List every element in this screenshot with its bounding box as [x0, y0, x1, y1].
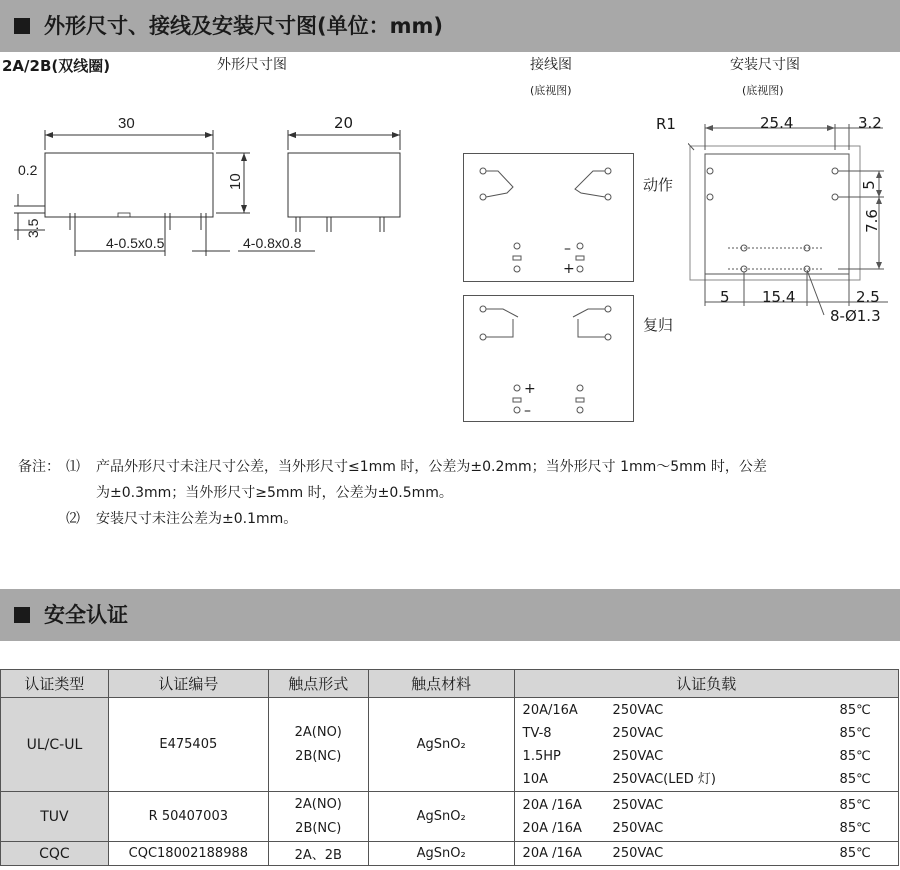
- wiring-caption: 接线图: [530, 57, 572, 73]
- header-contact-material: 触点材料: [368, 670, 514, 698]
- section-header-dimensions: [0, 0, 900, 52]
- cell-number: R 50407003: [108, 792, 268, 842]
- dim-depth-label: 20: [334, 114, 354, 132]
- dim-pin-len: 3.5: [25, 218, 41, 238]
- dim-gap: 0.2: [18, 162, 38, 178]
- cell-type: UL/C-UL: [1, 698, 109, 792]
- relay-side-body-2: [288, 153, 400, 217]
- load-line: [515, 699, 898, 722]
- cell-type: TUV: [1, 792, 109, 842]
- load-temp: 85℃: [839, 820, 871, 836]
- note1-mark: ⑴: [66, 459, 80, 475]
- cell-loads: [514, 698, 898, 792]
- dim-h1: 5: [720, 288, 730, 306]
- contact-form: 2B(NC): [295, 748, 342, 764]
- side-view-drawing: [288, 110, 418, 270]
- cell-number: E475405: [108, 698, 268, 792]
- dim-edge-top: 3.2: [858, 114, 882, 132]
- dim-pin-a: 4-0.5x0.5: [106, 235, 165, 251]
- contact-form: 2B(NC): [295, 820, 342, 836]
- relay-front-body: [45, 153, 213, 217]
- wiring-release-diagram: [463, 295, 638, 425]
- load-rating: 20A/16A: [522, 702, 578, 718]
- section-header-certification: [0, 589, 900, 641]
- cell-material: AgSnO₂: [368, 842, 514, 866]
- coil-plus-release: +: [524, 381, 536, 397]
- load-voltage: 250VAC: [612, 725, 664, 741]
- load-voltage: 250VAC: [612, 846, 664, 861]
- cell-contact-forms: [268, 698, 368, 792]
- model-label: 2A/2B(双线圈): [2, 57, 111, 75]
- dim-radius: R1: [656, 115, 676, 133]
- load-voltage: 250VAC: [612, 820, 664, 836]
- section-title: 安全认证: [44, 603, 128, 627]
- load-line: [515, 842, 898, 865]
- dim-pin-b: 4-0.8x0.8: [243, 235, 302, 251]
- header-contact-form: 触点形式: [268, 670, 368, 698]
- note1-line2: 为±0.3mm；当外形尺寸≥5mm 时，公差为±0.5mm。: [96, 485, 453, 501]
- square-bullet-icon: [14, 18, 30, 34]
- notes-prefix: 备注：: [18, 459, 60, 475]
- load-voltage: 250VAC: [612, 702, 664, 718]
- load-rating: TV-8: [522, 725, 552, 741]
- table-row: [1, 698, 899, 792]
- load-temp: 85℃: [839, 797, 871, 813]
- note2-mark: ⑵: [66, 511, 80, 527]
- load-rating: 10A: [522, 771, 548, 787]
- dim-v1: 5: [859, 180, 878, 190]
- load-temp: 85℃: [839, 771, 871, 787]
- load-rating: 20A /16A: [522, 846, 582, 861]
- certification-table: [0, 669, 899, 866]
- dim-h2: 15.4: [762, 288, 796, 306]
- load-line: [515, 817, 898, 840]
- load-line: [515, 722, 898, 745]
- dim-h3: 2.5: [856, 288, 880, 306]
- cell-contact-forms: 2A、2B: [268, 842, 368, 866]
- load-rating: 1.5HP: [522, 748, 561, 764]
- header-cert-number: 认证编号: [108, 670, 268, 698]
- cell-loads: [514, 842, 898, 866]
- load-voltage: 250VAC(LED 灯): [612, 771, 716, 787]
- load-temp: 85℃: [839, 748, 871, 764]
- load-rating: 20A /16A: [522, 797, 582, 813]
- outline-drawing: [0, 110, 330, 270]
- load-temp: 85℃: [839, 725, 871, 741]
- load-line: [515, 745, 898, 768]
- header-cert-type: 认证类型: [1, 670, 109, 698]
- state-release-label: 复归: [643, 316, 674, 334]
- dim-holes: 8-Ø1.3: [830, 307, 881, 325]
- dim-width: 30: [118, 115, 135, 132]
- mount-subcaption: (底视图): [742, 84, 784, 97]
- cell-number: CQC18002188988: [108, 842, 268, 866]
- mount-caption: 安装尺寸图: [730, 57, 800, 73]
- dim-span: 25.4: [760, 114, 794, 132]
- section-title: 外形尺寸、接线及安装尺寸图(单位：mm): [44, 14, 443, 38]
- state-operate-label: 动作: [643, 176, 674, 194]
- load-temp: 85℃: [839, 702, 871, 718]
- table-row: [1, 842, 899, 866]
- coil-minus-operate: –: [564, 241, 571, 257]
- table-header-row: [1, 670, 899, 698]
- coil-minus-release: –: [524, 403, 531, 419]
- wiring-operate-diagram: [463, 153, 638, 283]
- outline-caption: 外形尺寸图: [217, 57, 287, 73]
- dim-height: 10: [227, 173, 244, 190]
- cell-material: AgSnO₂: [368, 792, 514, 842]
- load-temp: 85℃: [839, 846, 871, 861]
- note2-line: 安装尺寸未注公差为±0.1mm。: [96, 511, 298, 527]
- note1-line1: 产品外形尺寸未注尺寸公差，当外形尺寸≤1mm 时，公差为±0.2mm；当外形尺寸 1mm～5mm 时，公差: [96, 459, 767, 475]
- coil-plus-operate: +: [563, 261, 575, 277]
- table-row: [1, 792, 899, 842]
- load-voltage: 250VAC: [612, 797, 664, 813]
- load-line: [515, 768, 898, 791]
- cell-contact-forms: [268, 792, 368, 842]
- header-cert-load: 认证负载: [514, 670, 898, 698]
- wiring-subcaption: (底视图): [530, 84, 572, 97]
- load-voltage: 250VAC: [612, 748, 664, 764]
- load-rating: 20A /16A: [522, 820, 582, 836]
- load-line: [515, 794, 898, 817]
- contact-form: 2A(NO): [294, 796, 342, 812]
- square-bullet-icon: [14, 607, 30, 623]
- cell-material: AgSnO₂: [368, 698, 514, 792]
- cell-loads: [514, 792, 898, 842]
- cell-type: CQC: [1, 842, 109, 866]
- contact-form: 2A(NO): [294, 724, 342, 740]
- dim-v2: 7.6: [862, 209, 881, 233]
